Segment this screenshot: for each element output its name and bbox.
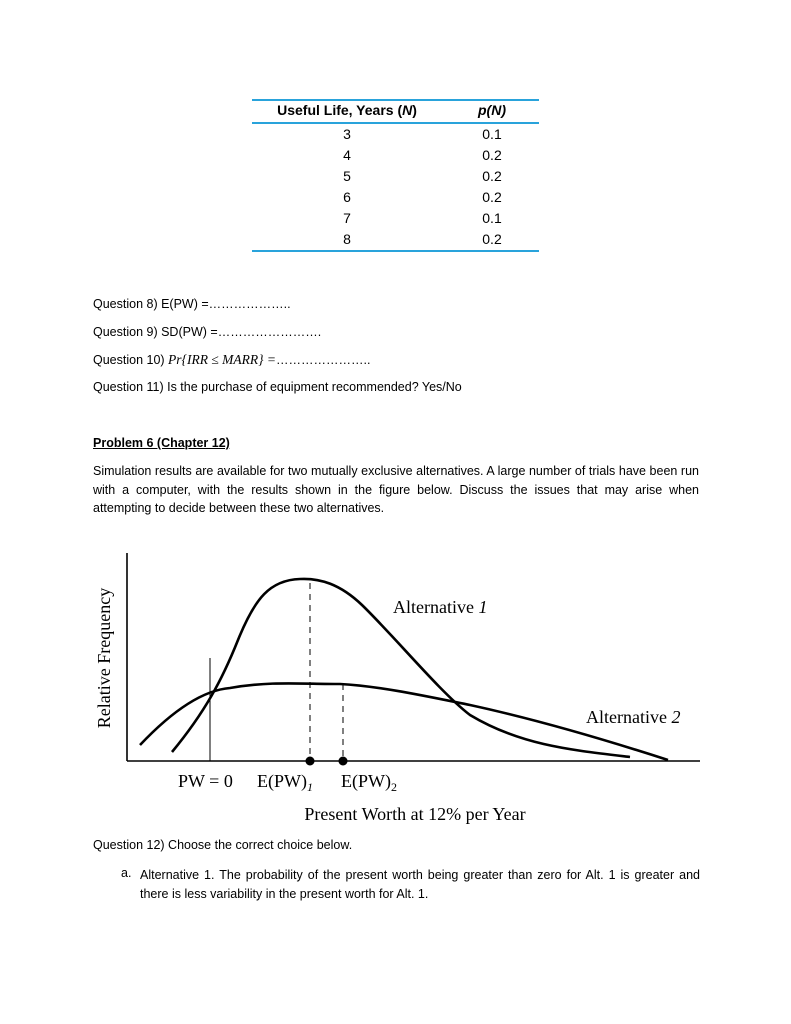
cell-p: 0.1 xyxy=(482,126,502,142)
cell-n: 7 xyxy=(343,210,351,226)
mean-alt1-dot xyxy=(306,757,315,766)
cell-n: 5 xyxy=(343,168,351,184)
option-a-letter: a. xyxy=(121,866,132,880)
x-axis-label: Present Worth at 12% per Year xyxy=(304,804,526,824)
cell-n: 3 xyxy=(343,126,351,142)
cell-p: 0.2 xyxy=(482,168,502,184)
header-useful-life: Useful Life, Years (N) xyxy=(277,102,417,118)
y-axis-label: Relative Frequency xyxy=(94,587,114,729)
problem-body: Simulation results are available for two mutually exclusive alternatives. A large number of trials have been run with a computer, with the results shown in the figure below. Discuss the issues that may arise when attempting to decide between these two alternatives. xyxy=(93,464,699,515)
legend-alternative-1: Alternative 1 xyxy=(393,597,488,617)
question-11: Question 11) Is the purchase of equipment recommended? Yes/No xyxy=(93,380,462,394)
mean-alt1-label: $E(PW)_1$ xyxy=(257,771,313,794)
question-8: Question 8) E(PW) =……………….. xyxy=(93,297,291,311)
question-10: Question 10) Pr{IRR ≤ MARR} =………………….. xyxy=(93,352,371,367)
question-10-math: Pr{IRR ≤ MARR} = xyxy=(168,352,276,367)
question-9: Question 9) SD(PW) =……………………. xyxy=(93,325,322,339)
question-12: Question 12) Choose the correct choice below. xyxy=(93,838,353,852)
pw-zero-label: PW = 0 xyxy=(178,771,233,791)
cell-n: 6 xyxy=(343,189,351,205)
cell-p: 0.1 xyxy=(482,210,502,226)
mean-alt2-dot xyxy=(339,757,348,766)
cell-p: 0.2 xyxy=(482,189,502,205)
cell-n: 8 xyxy=(343,231,351,247)
header-probability: p(N) xyxy=(477,102,506,118)
option-a-text[interactable]: Alternative 1. The probability of the present worth being greater than zero for Alt. 1 is greater and there is less variability in the present worth for Alt. 1. xyxy=(140,868,700,901)
cell-n: 4 xyxy=(343,147,351,163)
mean-alt2-label: $E(PW)_2$ xyxy=(341,771,397,794)
legend-alternative-2: Alternative 2 xyxy=(586,707,681,727)
cell-p: 0.2 xyxy=(482,231,502,247)
cell-p: 0.2 xyxy=(482,147,502,163)
problem-heading: Problem 6 (Chapter 12) xyxy=(93,436,230,450)
